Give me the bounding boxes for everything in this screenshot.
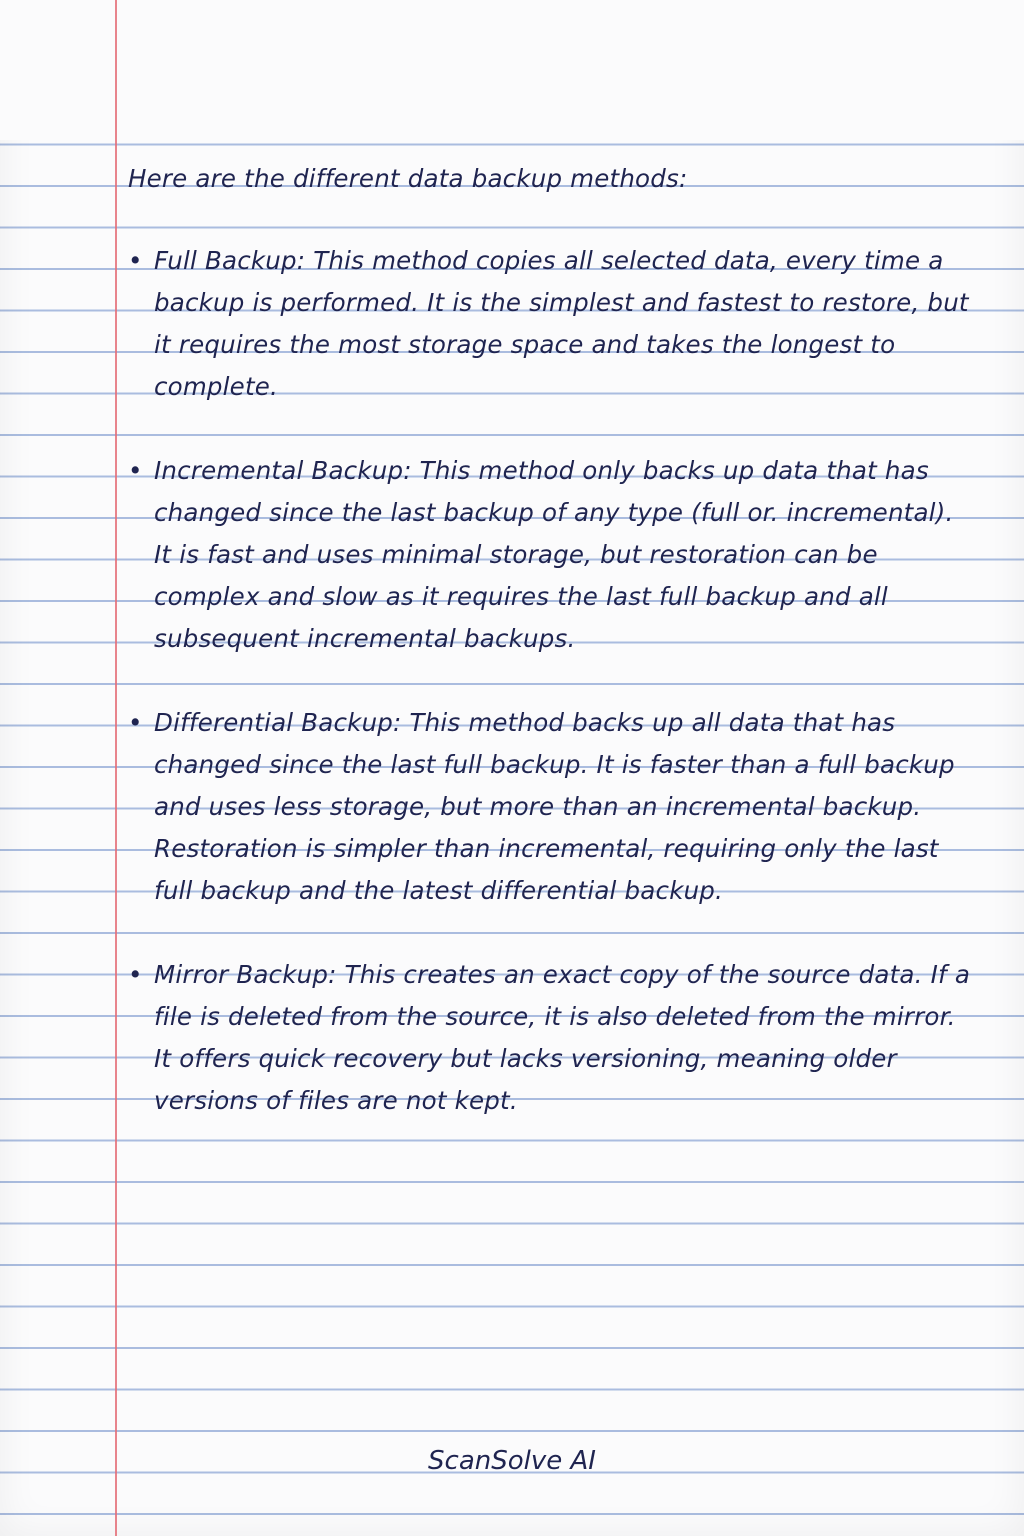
footer-brand: ScanSolve AI [428, 1446, 596, 1476]
handwritten-notes [128, 158, 978, 1164]
list-item-mirror-backup: • Mirror Backup: This creates an exact copy of the source data. If a file is deleted from the source, it is also deleted from the mirror. It offers quick recovery but lacks versioning, meaning older versions of files are not kept. [128, 954, 978, 1122]
list-item-differential-backup: • Differential Backup: This method backs up all data that has changed since the last full backup. It is faster than a full backup and uses less storage, but more than an incremental backup. Restoration is simpler than incremental, requiring only the last full backup and the latest differential backup. [128, 702, 978, 912]
margin-line [115, 0, 117, 1536]
list-item-incremental-backup: • Incremental Backup: This method only backs up data that has changed since the last backup of any type (full or. incremental). It is fast and uses minimal storage, but restoration can be complex and slow as it requires the last full backup and all subsequent incremental backups. [128, 450, 978, 660]
intro-text: Here are the different data backup methods: [128, 164, 688, 193]
backup-methods-list [128, 240, 978, 1122]
list-item-full-backup: • Full Backup: This method copies all selected data, every time a backup is performed. It is the simplest and fastest to restore, but it requires the most storage space and takes the longest to complete. [128, 240, 978, 408]
